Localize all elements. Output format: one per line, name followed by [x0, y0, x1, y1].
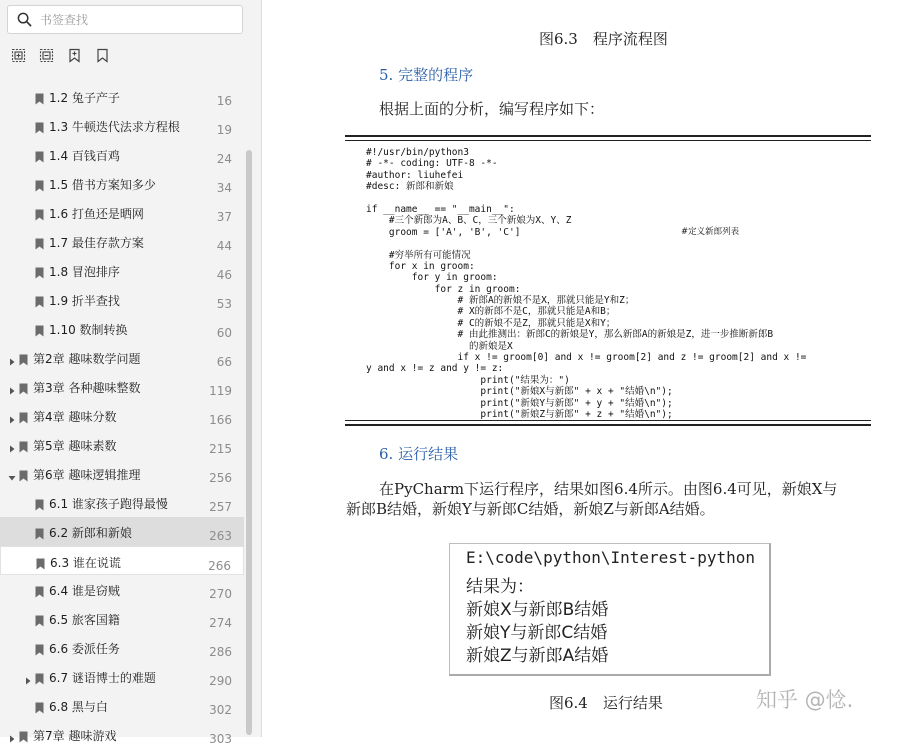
console-line: 新娘X与新郎B结婚	[466, 600, 609, 620]
code-line	[366, 193, 866, 204]
toc-item[interactable]	[0, 343, 244, 372]
bookmark-icon	[35, 177, 44, 189]
code-line: #穷举所有可能情况	[366, 249, 471, 261]
toc-item-page: 16	[216, 94, 232, 108]
code-line: # -*- coding: UTF-8 -*-	[366, 158, 498, 170]
chevron-right-icon[interactable]	[23, 671, 33, 681]
toc-item-label: 1.2 兔子产子	[49, 91, 120, 105]
code-rule-bottom-thin	[345, 420, 871, 421]
toc-item-label: 1.8 冒泡排序	[49, 265, 120, 279]
bookmark-icon	[35, 583, 44, 595]
bookmark-search-input[interactable]	[40, 10, 236, 30]
toc-item[interactable]	[0, 662, 244, 691]
console-path-line: E:\code\python\Interest-python	[466, 548, 755, 567]
toc-item-label: 第7章 趣味游戏	[33, 729, 117, 743]
console-line: 新娘Z与新郎A结婚	[466, 646, 609, 666]
bookmark-icon	[35, 119, 44, 131]
toc-item[interactable]	[0, 604, 244, 633]
toc-item[interactable]	[0, 256, 244, 285]
bookmark-icon	[19, 728, 28, 740]
toc-item-page: 290	[209, 674, 232, 688]
bookmark-icon	[35, 264, 44, 276]
bookmark-icon	[35, 206, 44, 218]
toc-item-label: 第3章 各种趣味整数	[33, 381, 141, 395]
bookmark-icon	[35, 525, 44, 537]
chevron-right-icon[interactable]	[7, 729, 17, 739]
bookmark-icon	[35, 699, 44, 711]
toc-item[interactable]	[0, 459, 244, 488]
search-icon	[17, 12, 32, 27]
chevron-right-icon[interactable]	[7, 381, 17, 391]
toc-item-label: 1.5 借书方案知多少	[49, 178, 156, 192]
toc-item-page: 270	[209, 587, 232, 601]
toc-item[interactable]	[0, 720, 244, 749]
code-inline-comment: #定义新郎列表	[681, 226, 740, 237]
toc-item[interactable]	[0, 372, 244, 401]
result-paragraph-line-2: 新郎B结婚，新娘Y与新郎C结婚，新娘Z与新郎A结婚。	[346, 500, 715, 518]
toc-item-page: 37	[216, 210, 232, 224]
bookmark-icon	[19, 467, 28, 479]
toc-item-label: 6.7 谜语博士的难题	[49, 671, 156, 685]
toc-item-page: 166	[209, 413, 232, 427]
console-line: 新娘Y与新郎C结婚	[466, 623, 608, 643]
toc-item-label: 6.3 谁在说谎	[50, 556, 121, 570]
toc-item-page: 274	[209, 616, 232, 630]
toc-item[interactable]	[0, 488, 244, 517]
toc-item-page: 302	[209, 703, 232, 717]
toc-item[interactable]	[0, 140, 244, 169]
toc-item-page: 266	[208, 559, 231, 573]
toc-item[interactable]	[0, 633, 244, 662]
code-line: for y in groom:	[366, 272, 498, 284]
code-line: # 由此推测出：新郎C的新娘是Y，那么新郎A的新娘是Z，进一步推断新郎B	[366, 329, 774, 341]
toc-item-page: 60	[216, 326, 232, 340]
code-line: print("新娘Y与新郎" + y + "结婚\n");	[366, 397, 673, 409]
toc-item-page: 19	[216, 123, 232, 137]
bookmark-icon	[36, 555, 45, 567]
bookmark-icon	[35, 293, 44, 305]
code-line: groom = ['A', 'B', 'C']	[366, 226, 521, 238]
toc-item[interactable]	[0, 198, 244, 227]
program-code-block	[366, 147, 866, 420]
toc-item[interactable]	[0, 227, 244, 256]
toc-item-label: 1.9 折半查找	[49, 294, 120, 308]
code-line	[366, 238, 866, 249]
code-line: for z in groom:	[366, 283, 521, 295]
bookmark-icon	[35, 235, 44, 247]
toc-item[interactable]	[0, 401, 244, 430]
figure-6-4-caption: 图6.4 运行结果	[549, 694, 663, 712]
program-intro-text: 根据上面的分析，编写程序如下：	[379, 100, 605, 118]
code-line: print("结果为：")	[366, 374, 570, 386]
bookmark-icon	[35, 670, 44, 682]
sidebar-scrollbar[interactable]	[246, 150, 252, 735]
code-line: if x != groom[0] and x != groom[2] and z != groom[2] and x !=	[366, 352, 807, 364]
console-line: 结果为：	[466, 577, 534, 597]
bookmark-search-box[interactable]	[7, 5, 243, 34]
bookmark-icon	[35, 90, 44, 102]
code-line: # C的新娘不是Z，那就只能是X和Y；	[366, 317, 616, 329]
toc-item[interactable]	[0, 82, 244, 111]
toc-item-page: 46	[216, 268, 232, 282]
toc-item-page: 263	[209, 529, 232, 543]
code-line: for x in groom:	[366, 260, 475, 272]
bookmark-icon	[19, 380, 28, 392]
toc-item-page: 44	[216, 239, 232, 253]
code-rule-top	[345, 135, 871, 137]
code-line: # 新郎A的新娘不是X，那就只能是Y和Z；	[366, 295, 635, 307]
toc-item-page: 53	[216, 297, 232, 311]
toc-item-label: 1.7 最佳存款方案	[49, 236, 144, 250]
add-bookmark-icon[interactable]	[66, 47, 82, 63]
collapse-all-icon[interactable]	[38, 47, 54, 63]
toc-item-page: 119	[209, 384, 232, 398]
bookmark-icon	[35, 612, 44, 624]
toc-item-label: 6.6 委派任务	[49, 642, 120, 656]
bookmark-icon[interactable]	[94, 47, 110, 63]
chevron-right-icon[interactable]	[7, 352, 17, 362]
toc-item-label: 第4章 趣味分数	[33, 410, 117, 424]
code-line: #!/usr/bin/python3	[366, 147, 469, 158]
toc-item-label: 1.3 牛顿迭代法求方程根	[49, 120, 180, 134]
toc-item[interactable]	[0, 430, 244, 459]
bookmark-sidebar	[0, 0, 262, 746]
toc-item-page: 257	[209, 500, 232, 514]
code-line: #desc: 新郎和新娘	[366, 181, 454, 193]
code-line: #三个新郎为A、B、C，三个新娘为X、Y、Z	[366, 215, 572, 227]
code-line: 的新娘是X	[366, 340, 513, 352]
toc-item[interactable]	[0, 111, 244, 140]
toc-item-label: 6.1 谁家孩子跑得最慢	[49, 497, 168, 511]
code-line: if __name__ == "__main__":	[366, 203, 515, 215]
chevron-right-icon[interactable]	[7, 439, 17, 449]
bookmark-icon	[35, 322, 44, 334]
toc-item[interactable]	[0, 285, 244, 314]
bookmark-icon	[35, 496, 44, 508]
chevron-down-icon[interactable]	[7, 468, 17, 478]
toc-item-label: 6.8 黑与白	[49, 700, 108, 714]
console-output-figure	[449, 543, 771, 676]
code-line: y and x != z and y != z:	[366, 363, 504, 375]
toc-item[interactable]	[0, 314, 244, 343]
result-paragraph-line-1: 在PyCharm下运行程序，结果如图6.4所示。由图6.4可见，新娘X与	[379, 480, 838, 498]
section-heading-run-results: 6. 运行结果	[379, 445, 459, 463]
code-line: #author: liuhefei	[366, 169, 464, 181]
toc-item-label: 6.4 谁是窃贼	[49, 584, 120, 598]
toc-item[interactable]	[0, 169, 244, 198]
toc-item-label: 6.2 新郎和新娘	[49, 526, 132, 540]
toc-item[interactable]	[0, 691, 244, 720]
toc-item-page: 215	[209, 442, 232, 456]
bookmark-icon	[35, 148, 44, 160]
toc-item-page: 303	[209, 732, 232, 746]
toc-item-page: 256	[209, 471, 232, 485]
toc-item-label: 第5章 趣味素数	[33, 439, 117, 453]
toc-item-page: 24	[216, 152, 232, 166]
bookmark-icon	[19, 351, 28, 363]
toc-item-page: 34	[216, 181, 232, 195]
toc-item-page: 286	[209, 645, 232, 659]
toc-item[interactable]	[0, 575, 244, 604]
bookmark-tree	[0, 82, 244, 749]
section-heading-complete-program: 5. 完整的程序	[379, 66, 474, 84]
code-rule-bottom	[345, 424, 871, 426]
code-rule-top-thin	[345, 140, 871, 141]
toc-item-label: 第6章 趣味逻辑推理	[33, 468, 141, 482]
toc-item-label: 第2章 趣味数学问题	[33, 352, 141, 366]
toc-item[interactable]	[0, 517, 244, 546]
code-line: print("新娘X与新郎" + x + "结婚\n");	[366, 386, 673, 398]
toc-item-page: 66	[216, 355, 232, 369]
toc-item-label: 6.5 旅客国籍	[49, 613, 120, 627]
code-line: print("新娘Z与新郎" + z + "结婚\n");	[366, 408, 673, 420]
toc-item-label: 1.10 数制转换	[49, 323, 128, 337]
toc-item-label: 1.4 百钱百鸡	[49, 149, 120, 163]
zhihu-watermark: 知乎 @惗.	[756, 688, 854, 712]
toc-item[interactable]	[0, 546, 244, 575]
bookmark-toolbar	[10, 47, 110, 65]
expand-all-icon[interactable]	[10, 47, 26, 63]
bookmark-icon	[19, 409, 28, 421]
bookmark-icon	[19, 438, 28, 450]
toc-item-label: 1.6 打鱼还是晒网	[49, 207, 144, 221]
figure-6-3-caption: 图6.3 程序流程图	[539, 30, 668, 48]
chevron-right-icon[interactable]	[7, 410, 17, 420]
code-line: # X的新郎不是C，那就只能是A和B；	[366, 306, 616, 318]
bookmark-icon	[35, 641, 44, 653]
document-page	[263, 0, 903, 737]
